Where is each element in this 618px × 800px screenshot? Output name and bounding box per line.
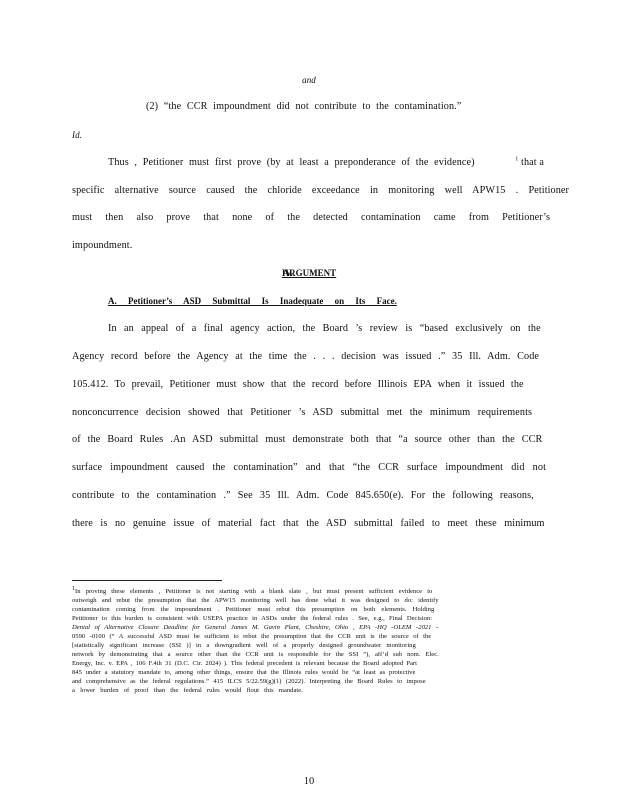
footnote-separator xyxy=(72,580,222,581)
footnote-line-9: Energy, Inc. v. EPA , 106 F.4th 31 (D.C. Cir. 2024) ). This federal precedent is relevant because the Board adopted Part xyxy=(72,660,417,667)
para2-line-4: nonconcurrence decision showed that Petitioner ’s ASD submittal met the minimum requirements xyxy=(72,407,533,418)
id-citation: Id. xyxy=(72,130,83,140)
para2-line-5: of the Board Rules .An ASD submittal must demonstrate both that “a source other than the CCR xyxy=(72,434,543,445)
para2-line-2: Agency record before the Agency at the time the . . . decision was issued .” 35 Ill. Adm. Code xyxy=(72,351,540,362)
para1-line-3: must then also prove that none of the detected contamination came from Petitioner’s xyxy=(72,212,551,223)
section-heading-iv: IV. ARGUMENT xyxy=(281,268,337,278)
para1-line-1-end: that a xyxy=(521,157,544,168)
para2-line-7: contribute to the contamination .” See 35 Ill. Adm. Code 845.650(e). For the following reasons, xyxy=(72,490,534,501)
footnote-line-3: contamination coming from the impoundment . Petitioner must rebut this presumption on both elements. Holding xyxy=(72,606,435,613)
para1-line-4: impoundment. xyxy=(72,240,133,251)
footnote-line-8: network by demonstrating that a source other than the CCR unit is responsible for the SSI ”), aff’d sub nom. Elec. xyxy=(72,651,439,658)
footnote-ref-1[interactable]: 1 xyxy=(515,156,519,163)
footnote-line-2: outweigh and rebut the presumption that the APW15 monitoring well has done what it was designed to do: identify xyxy=(72,597,439,604)
footnote-line-1-text: In proving these elements , Petitioner is not starting with a blank slate , but must present sufficient evidence to xyxy=(75,588,433,595)
quote-element-2: (2) “the CCR impoundment did not contribute to the contamination.” xyxy=(146,101,462,112)
para1-line-2: specific alternative source caused the chloride exceedance in monitoring well APW15 . Petitioner xyxy=(72,185,570,196)
para1-line-1 xyxy=(108,157,544,169)
footnote-line-6: 0590 -0100 (“ A successful ASD must be sufficient to rebut the presumption that the CCR unit is the source of the xyxy=(72,633,432,640)
para2-line-6: surface impoundment caused the contamination” and that “the CCR surface impoundment did not xyxy=(72,462,547,473)
footnote-line-7: [statistically significant increase (SSI )] in a downgradient well of a properly designed groundwater monitoring xyxy=(72,642,416,649)
footnote-line-11: and comprehensive as the federal regulations.” 415 ILCS 5/22.59(g)(1) (2022). Interpreting the Board Rules to impose xyxy=(72,678,426,685)
footnote-line-4: Petitioner to this burden is consistent with USEPA practice in ASDs under the federal rules . See, e.g., Final Decision: xyxy=(72,615,433,622)
page-number: 10 xyxy=(303,776,315,787)
footnote-line-10: 845 under a statutory mandate to, among other things, ensure that the Illinois rules would be “at least as protective xyxy=(72,669,416,676)
para1-line-1-tail xyxy=(515,157,544,169)
subsection-heading-a: A. Petitioner’s ASD Submittal Is Inadequate on Its Face. xyxy=(108,296,397,306)
para2-line-8: there is no genuine issue of material fact that the ASD submittal failed to meet these minimum xyxy=(72,518,545,529)
footnote-line-12: a lower burden of proof than the federal rules would flout this mandate. xyxy=(72,687,303,694)
footnote-line-5: Denial of Alternative Closure Deadline for General James M. Gavin Plant, Cheshire, Ohio , EPA -HQ -OLEM -2021 - xyxy=(72,624,439,631)
para2-line-3: 105.412. To prevail, Petitioner must show that the record before Illinois EPA when it issued the xyxy=(72,379,524,390)
footnote-line-1 xyxy=(72,585,544,597)
para1-line-1-text: Thus , Petitioner must first prove (by at least a preponderance of the evidence) xyxy=(108,157,475,168)
conjunction-and: and xyxy=(302,75,316,85)
footnote-marker: 1 xyxy=(72,585,75,592)
para2-line-1: In an appeal of a final agency action, the Board ’s review is “based exclusively on the xyxy=(108,323,541,334)
